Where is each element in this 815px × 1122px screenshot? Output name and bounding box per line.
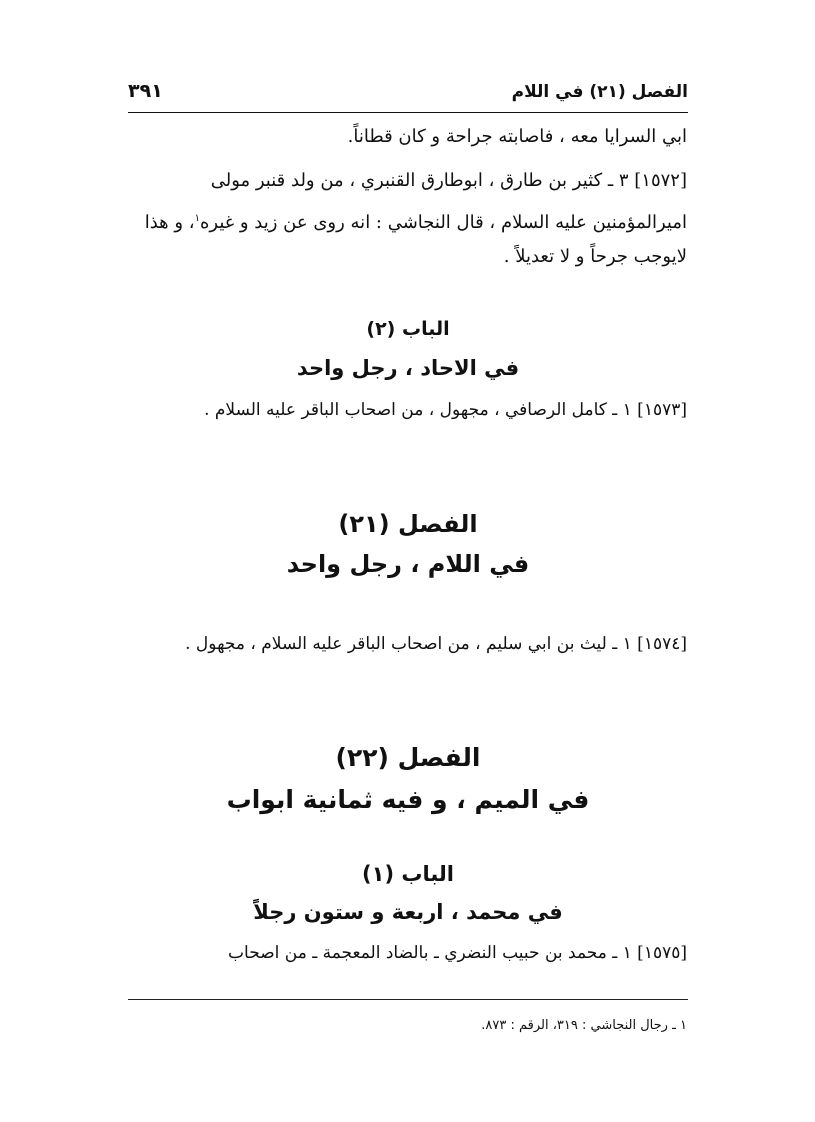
entry-1572-line-2-text: اميرالمؤمنين عليه السلام ، قال النجاشي : انه روى عن زيد و غيره (199, 212, 687, 233)
page-number: ٣٩١ (128, 80, 163, 102)
footnote-divider (128, 999, 688, 1000)
bab-1-subtitle: في محمد ، اربعة و ستون رجلاً (253, 900, 563, 924)
entry-1572-line-1: [١٥٧٢] ٣ ـ كثير بن طارق ، ابوطارق القنبري ، من ولد قنبر مولى (210, 170, 687, 191)
entry-1572-line-2 (127, 200, 687, 242)
fasl-21-title: الفصل (٢١) (338, 510, 478, 538)
continuation-line: ابي السرايا معه ، فاصابته جراحة و كان قطاناً. (347, 126, 687, 147)
bab-2-subtitle: في الاحاد ، رجل واحد (296, 356, 520, 380)
entry-1574: [١٥٧٤] ١ ـ ليث بن ابي سليم ، من اصحاب الباقر عليه السلام ، مجهول . (185, 634, 687, 654)
running-title: الفصل (٢١) في اللام (511, 82, 688, 102)
bab-1-title: الباب (١) (362, 862, 454, 886)
entry-1575: [١٥٧٥] ١ ـ محمد بن حبيب النضري ـ بالضاد المعجمة ـ من اصحاب (228, 943, 687, 963)
fasl-22-subtitle: في الميم ، و فيه ثمانية ابواب (226, 785, 590, 814)
entry-1573: [١٥٧٣] ١ ـ كامل الرصافي ، مجهول ، من اصحاب الباقر عليه السلام . (204, 400, 687, 420)
entry-1572-line-2-tail: ، و هذا (144, 212, 195, 233)
fasl-21-subtitle: في اللام ، رجل واحد (286, 550, 530, 578)
page-header (128, 78, 688, 113)
bab-2-title: الباب (٢) (366, 318, 450, 340)
footnote-1: ١ ـ رجال النجاشي : ٣١٩، الرقم : ٨٧٣. (481, 1018, 687, 1033)
fasl-22-title: الفصل (٢٢) (335, 743, 481, 772)
footnote-marker: ١ (194, 213, 200, 224)
entry-1572-line-3: لايوجب جرحاً و لا تعديلاً . (503, 246, 687, 267)
